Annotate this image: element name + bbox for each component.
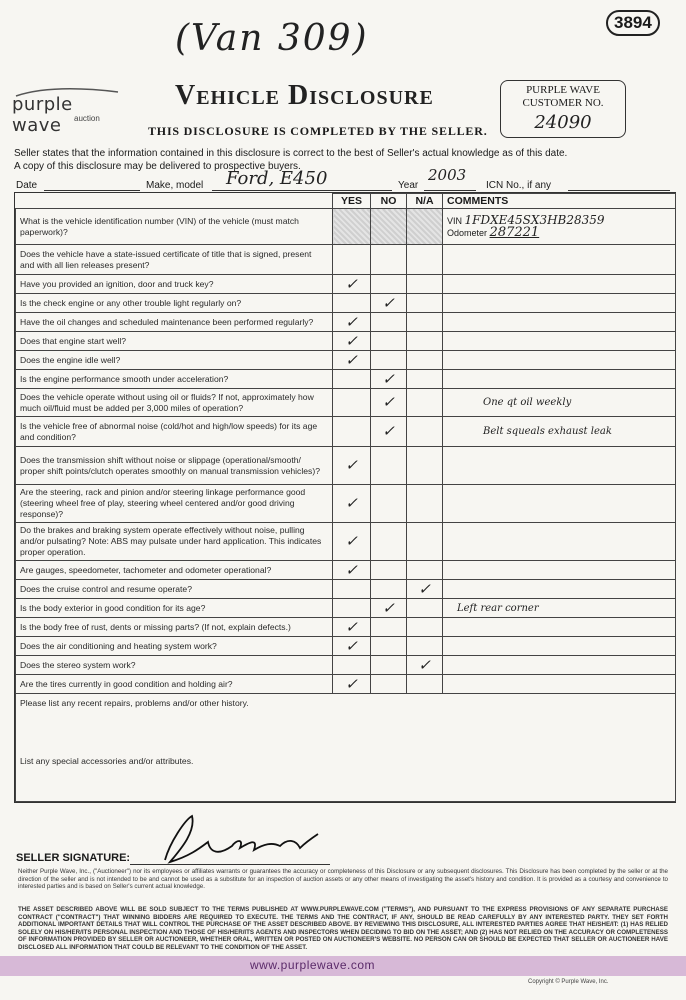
na-column-header: N/A [407,194,443,209]
table-row [16,637,676,656]
logo-wordmark: purple wave [12,94,73,136]
comments-column-header: COMMENTS [443,194,676,209]
table-row [16,618,676,637]
date-field[interactable] [44,176,140,191]
copyright-text: Copyright © Purple Wave, Inc. [528,979,609,985]
handwritten-unit-note: (Van 309) [175,18,369,59]
no-checkbox[interactable] [371,523,407,561]
customer-number: 24090 [534,112,592,133]
comment-cell[interactable] [443,580,676,599]
table-row [16,656,676,675]
na-checkbox[interactable] [407,485,443,523]
comment-cell[interactable]: Left rear corner [443,599,676,618]
question-header [16,194,333,209]
table-row [16,447,676,485]
yes-checkbox[interactable]: ✓ [333,275,371,294]
no-checkbox[interactable] [371,332,407,351]
table-header-row [16,194,676,209]
make-model-value: Ford, E450 [226,168,328,189]
comment-cell[interactable] [443,561,676,580]
table-row [16,675,676,694]
wave-logo-icon [12,88,122,98]
seller-signature-icon [140,812,340,867]
question-text: Is the body exterior in good condition for its age? [16,599,333,618]
yes-column-header: YES [333,194,371,209]
question-text: Are the tires currently in good condition and holding air? [16,675,333,694]
table-row [16,485,676,523]
date-label: Date [16,180,38,191]
na-checkbox[interactable]: ✓ [407,580,443,599]
question-text: Do the brakes and braking system operate effectively without noise, pulling and/or pulsating? Note: ABS may pulsate under hard application. This indicates proper operation. [16,523,333,561]
repairs-row[interactable] [16,694,676,752]
no-checkbox[interactable]: ✓ [371,294,407,313]
make-model-label: Make, model [146,180,204,191]
table-row [16,389,676,417]
no-checkbox[interactable] [371,675,407,694]
odometer-label: Odometer [447,227,488,238]
footer-url[interactable]: www.purplewave.com [250,958,376,972]
page-subtitle: THIS DISCLOSURE IS COMPLETED BY THE SELLER. [148,124,488,138]
customer-box-label [501,84,625,110]
table-row [16,245,676,275]
icn-field[interactable] [568,176,670,191]
yes-checkbox[interactable]: ✓ [333,637,371,656]
na-checkbox[interactable] [407,294,443,313]
na-checkbox[interactable] [407,370,443,389]
yes-checkbox[interactable] [333,209,371,245]
no-checkbox[interactable] [371,313,407,332]
question-text: Is the body free of rust, dents or missing parts? (If not, explain defects.) [16,618,333,637]
accessories-row[interactable] [16,752,676,802]
question-text: Is the check engine or any other trouble light regularly on? [16,294,333,313]
na-checkbox[interactable] [407,523,443,561]
yes-checkbox[interactable] [333,417,371,447]
vin-label: VIN [447,215,463,226]
table-row [16,599,676,618]
vin-value: 1FDXE45SX3HB28359 [464,212,605,227]
table-row [16,561,676,580]
yes-checkbox[interactable]: ✓ [333,561,371,580]
customer-box-label-line1: PURPLE WAVE [526,84,600,96]
table-row [16,209,676,245]
yes-checkbox[interactable]: ✓ [333,523,371,561]
no-checkbox[interactable] [371,485,407,523]
question-text: Is the engine performance smooth under acceleration? [16,370,333,389]
yes-checkbox[interactable]: ✓ [333,351,371,370]
na-checkbox[interactable] [407,332,443,351]
repairs-label: Please list any recent repairs, problems and/or other history. [16,694,676,752]
intro-copy-note: A copy of this disclosure may be delivered to prospective buyers. [14,161,301,172]
question-text: Does the transmission shift without noise or slippage (operational/smooth/ proper shift points/clutch operates smoothly on manual transmission vehicles)? [16,447,333,485]
disclaimer-text: Neither Purple Wave, Inc., ("Auctioneer") nor its employees or affiliates warrants or guarantees the accuracy or completeness of this Disclosure or any subsequent disclosures. This Disclosure has been completed by the seller or at the direction of the seller and is not intended to be and cannot be used as a substitute for an inspection of auction assets or any other means of investigating the asset's history and condition. It is provided as a courtesy and convenience to interested parties and is based on Seller's current actual knowledge. [18,868,668,891]
comment-cell[interactable] [443,618,676,637]
disclosure-table [15,193,676,802]
comment-cell[interactable] [443,275,676,294]
question-text: Have the oil changes and scheduled maintenance been performed regularly? [16,313,333,332]
yes-checkbox[interactable]: ✓ [333,618,371,637]
na-checkbox[interactable] [407,447,443,485]
yes-checkbox[interactable]: ✓ [333,313,371,332]
no-checkbox[interactable] [371,275,407,294]
year-value: 2003 [428,166,467,184]
no-column-header: NO [371,194,407,209]
comment-cell[interactable] [443,656,676,675]
na-checkbox[interactable]: ✓ [407,656,443,675]
na-checkbox[interactable] [407,637,443,656]
table-row [16,523,676,561]
logo-subtitle: auction [74,114,100,123]
yes-checkbox[interactable] [333,245,371,275]
comment-cell[interactable] [443,294,676,313]
na-checkbox[interactable] [407,351,443,370]
question-text: Are the steering, rack and pinion and/or steering linkage performance good (steering wheel free of play, steering wheel centered and/or good driving response)? [16,485,333,523]
comment-cell[interactable]: Belt squeals exhaust leak [443,417,676,447]
table-row [16,294,676,313]
table-row [16,275,676,294]
comment-cell[interactable] [443,675,676,694]
signature-label: SELLER SIGNATURE: [16,852,131,864]
comment-cell[interactable] [443,485,676,523]
page-title: Vehicle Disclosure [175,80,434,111]
disclosure-form [14,192,676,803]
table-row [16,580,676,599]
no-checkbox[interactable] [371,618,407,637]
vin-odometer-cell[interactable] [443,209,676,245]
intro-statement: Seller states that the information contained in this disclosure is correct to the best of Seller's actual knowledge as of this date. [14,148,568,159]
comment-cell[interactable] [443,351,676,370]
yes-checkbox[interactable] [333,580,371,599]
comment-cell[interactable] [443,637,676,656]
na-checkbox[interactable] [407,275,443,294]
no-checkbox[interactable] [371,245,407,275]
question-text: Have you provided an ignition, door and truck key? [16,275,333,294]
no-checkbox[interactable] [371,561,407,580]
comment-cell[interactable] [443,332,676,351]
table-row [16,370,676,389]
accessories-label: List any special accessories and/or attributes. [16,752,676,802]
question-text: Does the stereo system work? [16,656,333,675]
odometer-value: 287221 [489,224,540,240]
question-text: Is the vehicle free of abnormal noise (cold/hot and high/low speeds) for its age and condition? [16,417,333,447]
customer-number-box [500,80,626,138]
na-checkbox[interactable] [407,389,443,417]
question-text: Does the vehicle have a state-issued certificate of title that is signed, present and with all lien releases present? [16,245,333,275]
yes-checkbox[interactable] [333,294,371,313]
na-checkbox[interactable] [407,209,443,245]
year-label: Year [398,180,419,191]
no-checkbox[interactable] [371,209,407,245]
na-checkbox[interactable] [407,561,443,580]
no-checkbox[interactable] [371,351,407,370]
no-checkbox[interactable] [371,580,407,599]
no-checkbox[interactable] [371,447,407,485]
comment-cell[interactable] [443,523,676,561]
yes-checkbox[interactable]: ✓ [333,675,371,694]
yes-checkbox[interactable]: ✓ [333,485,371,523]
yes-checkbox[interactable] [333,599,371,618]
question-text: Does the air conditioning and heating system work? [16,637,333,656]
purple-wave-logo [12,94,122,136]
question-text: What is the vehicle identification number (VIN) of the vehicle (must match paperwork)? [16,209,333,245]
question-text: Are gauges, speedometer, tachometer and odometer operational? [16,561,333,580]
terms-text: THE ASSET DESCRIBED ABOVE WILL BE SOLD SUBJECT TO THE TERMS PUBLISHED AT WWW.PURPLEWAVE.COM ("TERMS"), AND PURSUANT TO THE EXPRESS PROVISIONS OF ANY SEPARATE PURCHASE CONTRACT ("CONTRACT") THAT WINNING BIDDERS ARE REQUIRED TO EXECUTE. THE TERMS AND THE CONTRACT, IF ANY, SHOULD BE READ CAREFULLY BY ANY INTERESTED PARTY. THEY SET FORTH ADDITIONAL IMPORTANT DETAILS THAT WILL CONTROL THE PURCHASE OF THE ASSET DESCRIBED ABOVE. BY REVIEWING THIS DISCLOSURE, ALL INTERESTED PARTIES AGREE THAT HE/SHE/IT: (1) HAS RELIED SOLELY ON HIS/HER/ITS PERSONAL INSPECTION AND THOSE OF HIS/HER/ITS AGENTS AND INSPECTORS WHEN DECIDING TO BID ON THE ASSET; AND (2) HAS NOT RELIED ON THE ACCURACY OR COMPLETENESS OF INFORMATION PROVIDED BY SELLER OR AUCTIONEER, WHETHER ORAL, WRITTEN OR POSTED ON AUCTIONEER'S WEBSITE. NO PERSON CAN OR SHOULD BE EXPECTED THAT SELLER OR AUCTIONEER HAVE DISCLOSED ALL INFORMATION THAT COULD BE RELEVANT TO THE CONDITION OF THE ASSET. [18,906,668,951]
question-text: Does that engine start well? [16,332,333,351]
na-checkbox[interactable] [407,417,443,447]
table-row [16,351,676,370]
yes-checkbox[interactable]: ✓ [333,447,371,485]
table-row [16,332,676,351]
na-checkbox[interactable] [407,675,443,694]
question-text: Does the vehicle operate without using oil or fluids? If not, approximately how much oil/fluid must be added per 3,000 miles of operation? [16,389,333,417]
signature-field[interactable] [130,864,330,865]
na-checkbox[interactable] [407,618,443,637]
question-text: Does the engine idle well? [16,351,333,370]
yes-checkbox[interactable] [333,656,371,675]
na-checkbox[interactable] [407,245,443,275]
yes-checkbox[interactable] [333,389,371,417]
no-checkbox[interactable]: ✓ [371,389,407,417]
comment-cell[interactable] [443,447,676,485]
no-checkbox[interactable]: ✓ [371,370,407,389]
page-number-stamp: 3894 [606,10,660,36]
no-checkbox[interactable] [371,656,407,675]
comment-cell[interactable] [443,313,676,332]
yes-checkbox[interactable]: ✓ [333,332,371,351]
table-row [16,417,676,447]
comment-cell[interactable] [443,245,676,275]
comment-cell[interactable]: One qt oil weekly [443,389,676,417]
yes-checkbox[interactable] [333,370,371,389]
question-text: Does the cruise control and resume operate? [16,580,333,599]
comment-cell[interactable] [443,370,676,389]
no-checkbox[interactable] [371,637,407,656]
no-checkbox[interactable]: ✓ [371,417,407,447]
icn-label: ICN No., if any [486,180,552,191]
table-row [16,313,676,332]
no-checkbox[interactable]: ✓ [371,599,407,618]
customer-box-label-line2: CUSTOMER NO. [522,97,604,109]
na-checkbox[interactable] [407,313,443,332]
na-checkbox[interactable] [407,599,443,618]
